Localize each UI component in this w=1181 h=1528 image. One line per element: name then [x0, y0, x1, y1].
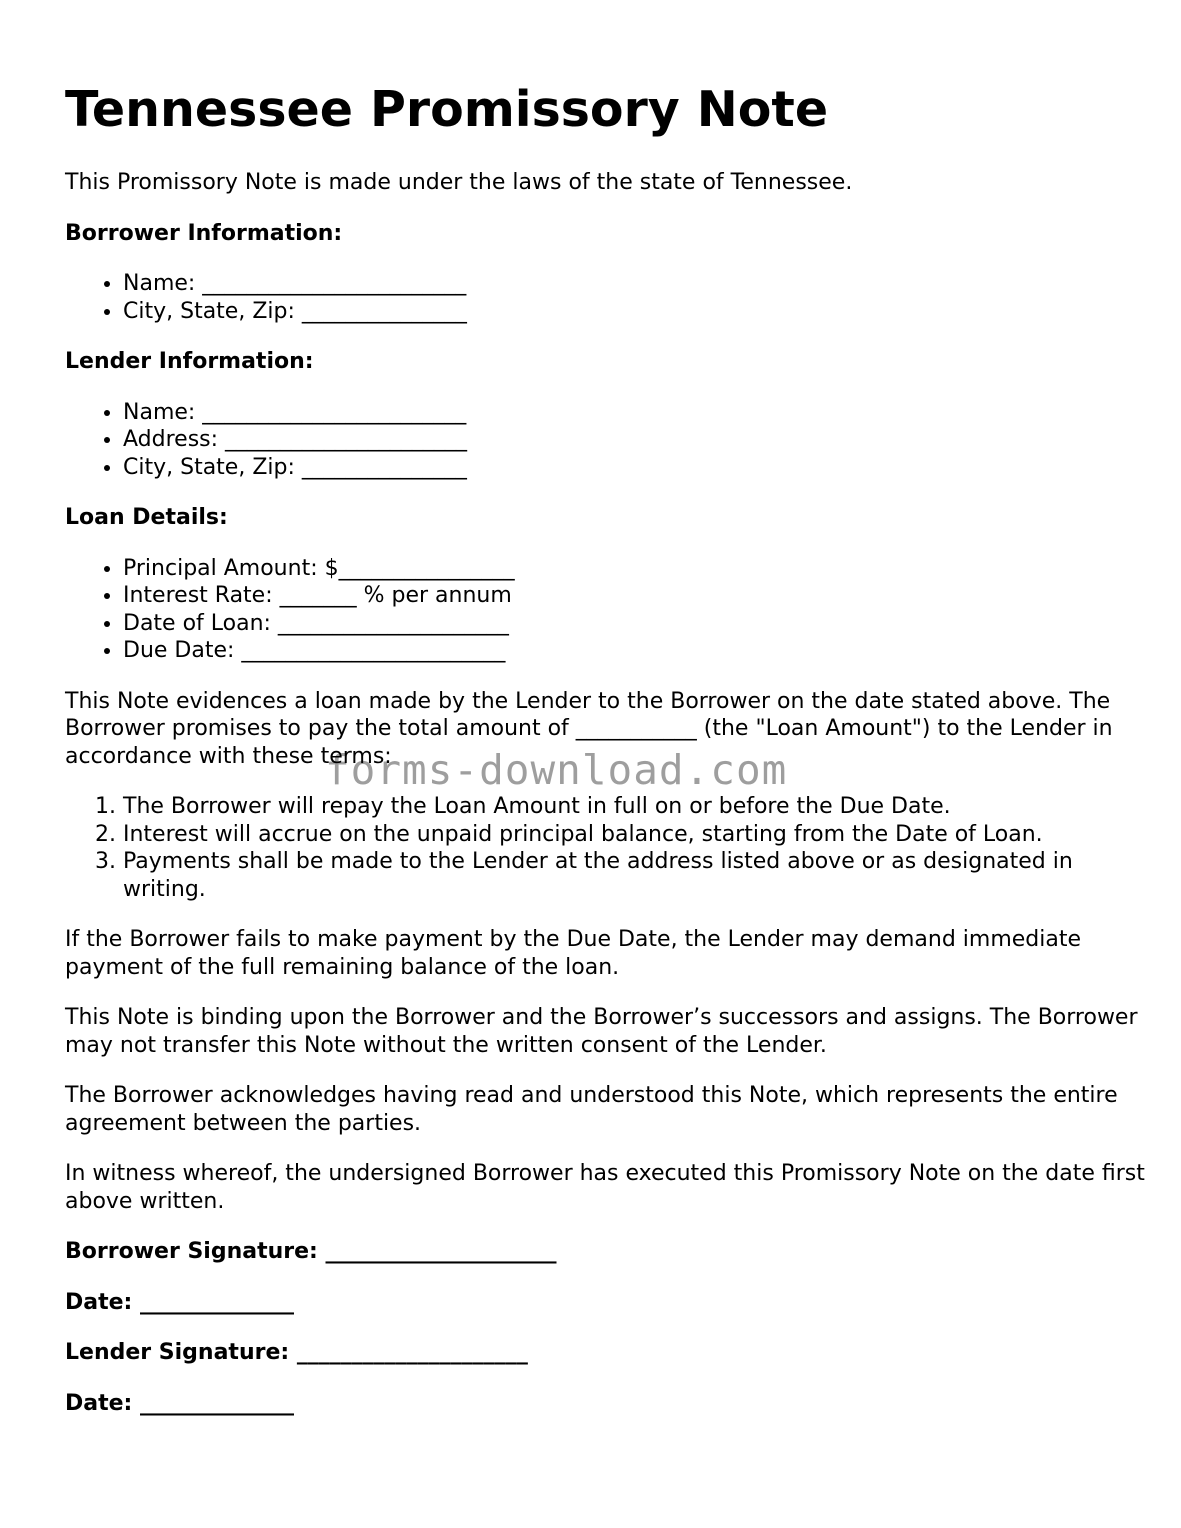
- default-paragraph: If the Borrower fails to make payment by the Due Date, the Lender may demand immediate payment of the full remaining balance of the loan.: [65, 927, 1082, 980]
- watermark-text: forms-download.com: [325, 746, 788, 794]
- lender-signature-line: Lender Signature: _____________________: [65, 1340, 528, 1365]
- lender-name-item: • Name: ________________________: [123, 399, 1145, 427]
- borrower-signature-line: Borrower Signature: _____________________: [65, 1239, 557, 1264]
- borrower-city-state-zip-item: • City, State, Zip: _______________: [123, 298, 1145, 326]
- lender-date-line: Date: ______________: [65, 1390, 295, 1416]
- loan-evidence-paragraph: This Note evidences a loan made by the Lender to the Borrower on the date stated above. The Borrower promises to pay the total amount of ___________ (the "Loan Amount") to the Lender in accordance with these terms:: [65, 688, 1113, 769]
- term-item: 1. The Borrower will repay the Loan Amount in full on or before the Due Date.: [123, 793, 1145, 821]
- intro-paragraph: This Promissory Note is made under the laws of the state of Tennessee.: [65, 170, 853, 195]
- repayment-terms-list: [65, 793, 1145, 903]
- document-title: Tennessee Promissory Note: [65, 81, 829, 138]
- due-date-item: • Due Date: ________________________: [123, 637, 1145, 665]
- document-page: [65, 0, 1145, 1417]
- interest-rate-item: • Interest Rate: _______ % per annum: [123, 582, 1145, 610]
- acknowledgement-paragraph: The Borrower acknowledges having read and understood this Note, which represents the entire agreement between the parties.: [65, 1083, 1118, 1136]
- date-of-loan-item: • Date of Loan: _____________________: [123, 610, 1145, 638]
- term-item: 2. Interest will accrue on the unpaid principal balance, starting from the Date of Loan.: [123, 821, 1145, 849]
- term-item: 3. Payments shall be made to the Lender at the address listed above or as designated in writing.: [123, 848, 1145, 903]
- loan-details-heading: Loan Details:: [65, 505, 228, 530]
- loan-details-list: [65, 555, 1145, 665]
- lender-address-item: • Address: ______________________: [123, 426, 1145, 454]
- borrower-info-heading: Borrower Information:: [65, 220, 343, 246]
- witness-paragraph: In witness whereof, the undersigned Borrower has executed this Promissory Note on the date first above written.: [65, 1161, 1145, 1214]
- lender-info-list: [65, 399, 1145, 482]
- principal-amount-item: • Principal Amount: $________________: [123, 555, 1145, 583]
- lender-info-heading: Lender Information:: [65, 349, 314, 374]
- binding-paragraph: This Note is binding upon the Borrower and the Borrower’s successors and assigns. The Borrower may not transfer this Note without the written consent of the Lender.: [65, 1005, 1138, 1058]
- lender-city-state-zip-item: • City, State, Zip: _______________: [123, 454, 1145, 482]
- borrower-date-line: Date: ______________: [65, 1289, 295, 1315]
- borrower-name-item: • Name: ________________________: [123, 270, 1145, 298]
- borrower-info-list: [65, 270, 1145, 325]
